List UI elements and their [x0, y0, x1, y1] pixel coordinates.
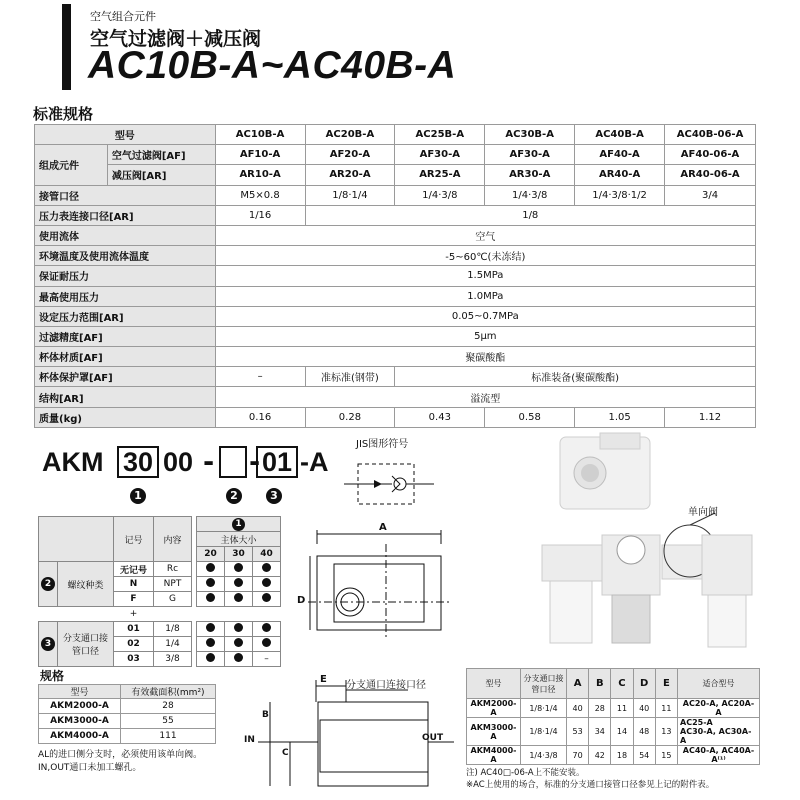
- table-row: [35, 326, 756, 346]
- option-table: [38, 516, 281, 667]
- dim-value: 34: [589, 718, 611, 746]
- table-row: [35, 387, 756, 407]
- filter-cell: AF10-A: [215, 145, 305, 165]
- dim-note: ※AC上使用的场合，标准的分支通口接管口径参见上记的附件表。: [466, 780, 715, 790]
- category-label: 空气组合元件: [90, 10, 156, 23]
- regulator-label: 减压阀[AR]: [107, 165, 215, 185]
- table-row: [39, 517, 281, 532]
- guard-cell: 标准装备(聚碳酸酯): [395, 367, 756, 387]
- body-size-marker: 1: [197, 517, 281, 532]
- regulator-cell: AR40-06-A: [665, 165, 756, 185]
- size-col: 30: [225, 547, 253, 562]
- available-dot: [206, 563, 215, 572]
- dim-value: 15: [655, 746, 677, 765]
- section-title: 标准规格: [33, 105, 94, 123]
- model-cell: AC40B-A: [575, 125, 665, 145]
- branch-port-label: 分支通口连接口径: [346, 680, 426, 691]
- unavailable-mark: –: [253, 652, 281, 667]
- specs-value: 111: [121, 729, 216, 744]
- model-header: 型号: [35, 125, 216, 145]
- available-dot: [206, 638, 215, 647]
- filter-cell: AF20-A: [305, 145, 395, 165]
- port-code: 01: [114, 622, 154, 637]
- filtration-label: 过滤精度[AF]: [35, 326, 216, 346]
- dim-d-label: D: [297, 595, 306, 606]
- model-cell: AC40B-06-A: [665, 125, 756, 145]
- guard-cell: 准标准(钢带): [305, 367, 395, 387]
- specs-model: AKM4000-A: [39, 729, 121, 744]
- jis-label: JIS图形符号: [356, 439, 409, 450]
- port-content: 3/8: [154, 652, 192, 667]
- available-dot: [234, 653, 243, 662]
- dim-model: AKM3000-A: [467, 718, 521, 746]
- filter-label: 空气过滤阀[AF]: [107, 145, 215, 165]
- specs-header: 有效截面积(mm²): [121, 685, 216, 699]
- table-row: [35, 347, 756, 367]
- bowl-cell: 聚碳酸酯: [215, 347, 755, 367]
- filtration-cell: 5μm: [215, 326, 755, 346]
- table-row: [39, 699, 216, 714]
- mass-cell: 0.16: [215, 407, 305, 427]
- available-dot: [206, 593, 215, 602]
- available-dot: [206, 623, 215, 632]
- spec-table: [34, 124, 756, 428]
- dim-header: E: [655, 669, 677, 699]
- port-cell: 1/8·1/4: [305, 185, 395, 205]
- specs-note: IN,OUT通口未加工螺孔。: [38, 763, 142, 773]
- thread-code: N: [114, 577, 154, 592]
- model-cell: AC25B-A: [395, 125, 485, 145]
- available-dot: [206, 653, 215, 662]
- dim-model: AKM2000-A: [467, 699, 521, 718]
- in-label: IN: [244, 735, 255, 745]
- marker-2: 2: [226, 488, 242, 504]
- table-row: [467, 746, 760, 765]
- max-label: 最高使用压力: [35, 286, 216, 306]
- dim-value: 18: [611, 746, 633, 765]
- available-dot: [234, 578, 243, 587]
- filter-cell: AF30-A: [395, 145, 485, 165]
- thread-content: NPT: [154, 577, 192, 592]
- symbol-header: 记号: [114, 517, 154, 562]
- filter-cell: AF30-A: [485, 145, 575, 165]
- regulator-cell: AR30-A: [485, 165, 575, 185]
- table-row: [467, 669, 760, 699]
- dim-c-label: C: [282, 748, 289, 758]
- fluid-cell: 空气: [215, 225, 755, 245]
- construction-label: 结构[AR]: [35, 387, 216, 407]
- dim-value: 40: [633, 699, 655, 718]
- bowl-label: 杯体材质[AF]: [35, 347, 216, 367]
- model-range: AC10B-A~AC40B-A: [88, 44, 457, 87]
- dim-value: 42: [589, 746, 611, 765]
- available-dot: [262, 593, 271, 602]
- guard-label: 杯体保护罩[AF]: [35, 367, 216, 387]
- table-row: [35, 266, 756, 286]
- dim-note: 注) AC40□-06-A上不能安装。: [466, 768, 585, 778]
- table-row: [35, 145, 756, 165]
- product-illustration: [540, 425, 795, 670]
- table-row: [35, 306, 756, 326]
- table-row: [39, 562, 281, 577]
- temp-label: 环境温度及使用流体温度: [35, 246, 216, 266]
- table-row: [467, 699, 760, 718]
- code-suffix: -A: [300, 447, 329, 477]
- size-col: 20: [197, 547, 225, 562]
- specs-value: 55: [121, 714, 216, 729]
- dim-value: 40: [567, 699, 589, 718]
- marker-1: 1: [130, 488, 146, 504]
- gauge-cell: 1/16: [215, 205, 305, 225]
- port-label: 接管口径: [35, 185, 216, 205]
- table-row: [35, 185, 756, 205]
- table-row: [39, 714, 216, 729]
- fluid-label: 使用流体: [35, 225, 216, 245]
- dim-e-label: E: [320, 674, 327, 685]
- gauge-cell: 1/8: [305, 205, 756, 225]
- dim-value: 13: [655, 718, 677, 746]
- marker-3: 3: [266, 488, 282, 504]
- dim-header: 型号: [467, 669, 521, 699]
- mass-cell: 1.12: [665, 407, 756, 427]
- port-code: 02: [114, 637, 154, 652]
- available-dot: [262, 623, 271, 632]
- component-label: 组成元件: [35, 145, 108, 185]
- regulator-cell: AR25-A: [395, 165, 485, 185]
- dim-value: 11: [655, 699, 677, 718]
- mass-cell: 0.28: [305, 407, 395, 427]
- port-code: 03: [114, 652, 154, 667]
- table-row: [39, 607, 281, 622]
- specs-table: [38, 684, 216, 744]
- header-bar: [62, 4, 71, 90]
- dim-value: 54: [633, 746, 655, 765]
- thread-code: F: [114, 592, 154, 607]
- regulator-cell: AR40-A: [575, 165, 665, 185]
- plus-sign: +: [129, 609, 138, 619]
- jis-symbol: [344, 452, 444, 512]
- dim-fit: AC25-A AC30-A, AC30A-A: [678, 718, 760, 746]
- table-row: [35, 246, 756, 266]
- table-row: [467, 718, 760, 746]
- available-dot: [206, 578, 215, 587]
- dim-port: 1/8·1/4: [521, 699, 567, 718]
- available-dot: [234, 638, 243, 647]
- regulator-cell: AR20-A: [305, 165, 395, 185]
- code-port-box: 01: [256, 446, 298, 478]
- thread-content: G: [154, 592, 192, 607]
- dim-port: 1/8·1/4: [521, 718, 567, 746]
- mass-cell: 0.58: [485, 407, 575, 427]
- mass-label: 质量(kg): [35, 407, 216, 427]
- proof-cell: 1.5MPa: [215, 266, 755, 286]
- table-row: [39, 685, 216, 699]
- thread-label: 螺纹种类: [58, 562, 114, 607]
- dim-value: 14: [611, 718, 633, 746]
- check-valve-label: 单向阀: [688, 507, 718, 518]
- thread-content: Rc: [154, 562, 192, 577]
- table-row: [35, 165, 756, 185]
- guard-cell: –: [215, 367, 305, 387]
- product-title: 空气过滤阀＋减压阀: [90, 28, 262, 50]
- specs-model: AKM3000-A: [39, 714, 121, 729]
- code-dash: -: [249, 447, 261, 478]
- mass-cell: 1.05: [575, 407, 665, 427]
- filter-cell: AF40-A: [575, 145, 665, 165]
- dim-header: B: [589, 669, 611, 699]
- port-option-label: 分支通口接管口径: [58, 622, 114, 667]
- port-cell: 1/4·3/8: [485, 185, 575, 205]
- mass-cell: 0.43: [395, 407, 485, 427]
- table-row: [35, 367, 756, 387]
- gauge-label: 压力表连接口径[AR]: [35, 205, 216, 225]
- port-cell: 1/4·3/8: [395, 185, 485, 205]
- range-label: 设定压力范围[AR]: [35, 306, 216, 326]
- dimension-drawing-top: [290, 520, 460, 645]
- max-cell: 1.0MPa: [215, 286, 755, 306]
- size-col: 40: [253, 547, 281, 562]
- port-cell: 1/4·3/8·1/2: [575, 185, 665, 205]
- available-dot: [234, 563, 243, 572]
- table-row: [39, 729, 216, 744]
- available-dot: [234, 623, 243, 632]
- dim-port: 1/4·3/8: [521, 746, 567, 765]
- out-label: OUT: [422, 733, 444, 743]
- content-header: 内容: [154, 517, 192, 562]
- specs-value: 28: [121, 699, 216, 714]
- available-dot: [234, 593, 243, 602]
- table-row: [35, 225, 756, 245]
- thread-marker: 2: [41, 577, 55, 591]
- dim-model: AKM4000-A: [467, 746, 521, 765]
- table-row: [35, 286, 756, 306]
- model-cell: AC30B-A: [485, 125, 575, 145]
- table-row: [35, 125, 756, 145]
- available-dot: [262, 578, 271, 587]
- dimension-table: [466, 668, 760, 765]
- dim-value: 28: [589, 699, 611, 718]
- dim-a-label: A: [379, 522, 387, 533]
- code-dash: -: [203, 447, 215, 478]
- dim-value: 70: [567, 746, 589, 765]
- dim-header: C: [611, 669, 633, 699]
- dim-value: 48: [633, 718, 655, 746]
- specs-model: AKM2000-A: [39, 699, 121, 714]
- code-mid: 00: [163, 447, 194, 477]
- model-cell: AC10B-A: [215, 125, 305, 145]
- thread-code: 无记号: [114, 562, 154, 577]
- dim-header: 适合型号: [678, 669, 760, 699]
- available-dot: [262, 563, 271, 572]
- dim-b-label: B: [262, 710, 269, 720]
- range-cell: 0.05~0.7MPa: [215, 306, 755, 326]
- dim-value: 11: [611, 699, 633, 718]
- temp-cell: -5~60℃(未冻结): [215, 246, 755, 266]
- dim-fit: AC20-A, AC20A-A: [678, 699, 760, 718]
- code-prefix: AKM: [42, 447, 104, 477]
- body-size-label: 主体大小: [197, 532, 281, 547]
- proof-label: 保证耐压力: [35, 266, 216, 286]
- port-marker: 3: [41, 637, 55, 651]
- dim-header: D: [633, 669, 655, 699]
- port-content: 1/4: [154, 637, 192, 652]
- dim-value: 53: [567, 718, 589, 746]
- table-row: [35, 205, 756, 225]
- regulator-cell: AR10-A: [215, 165, 305, 185]
- code-thread-box: [219, 446, 247, 478]
- dim-header: A: [567, 669, 589, 699]
- dim-header: 分支通口接管口径: [521, 669, 567, 699]
- available-dot: [262, 638, 271, 647]
- table-row: [39, 622, 281, 637]
- specs-note: AL的进口侧分支时，必须使用该单向阀。: [38, 750, 203, 760]
- specs-title: 规格: [40, 669, 65, 683]
- port-content: 1/8: [154, 622, 192, 637]
- port-cell: 3/4: [665, 185, 756, 205]
- construction-cell: 溢流型: [215, 387, 755, 407]
- filter-cell: AF40-06-A: [665, 145, 756, 165]
- model-cell: AC20B-A: [305, 125, 395, 145]
- code-size-box: 30: [117, 446, 159, 478]
- dim-fit: AC40-A, AC40A-A⁽¹⁾: [678, 746, 760, 765]
- specs-header: 型号: [39, 685, 121, 699]
- port-cell: M5×0.8: [215, 185, 305, 205]
